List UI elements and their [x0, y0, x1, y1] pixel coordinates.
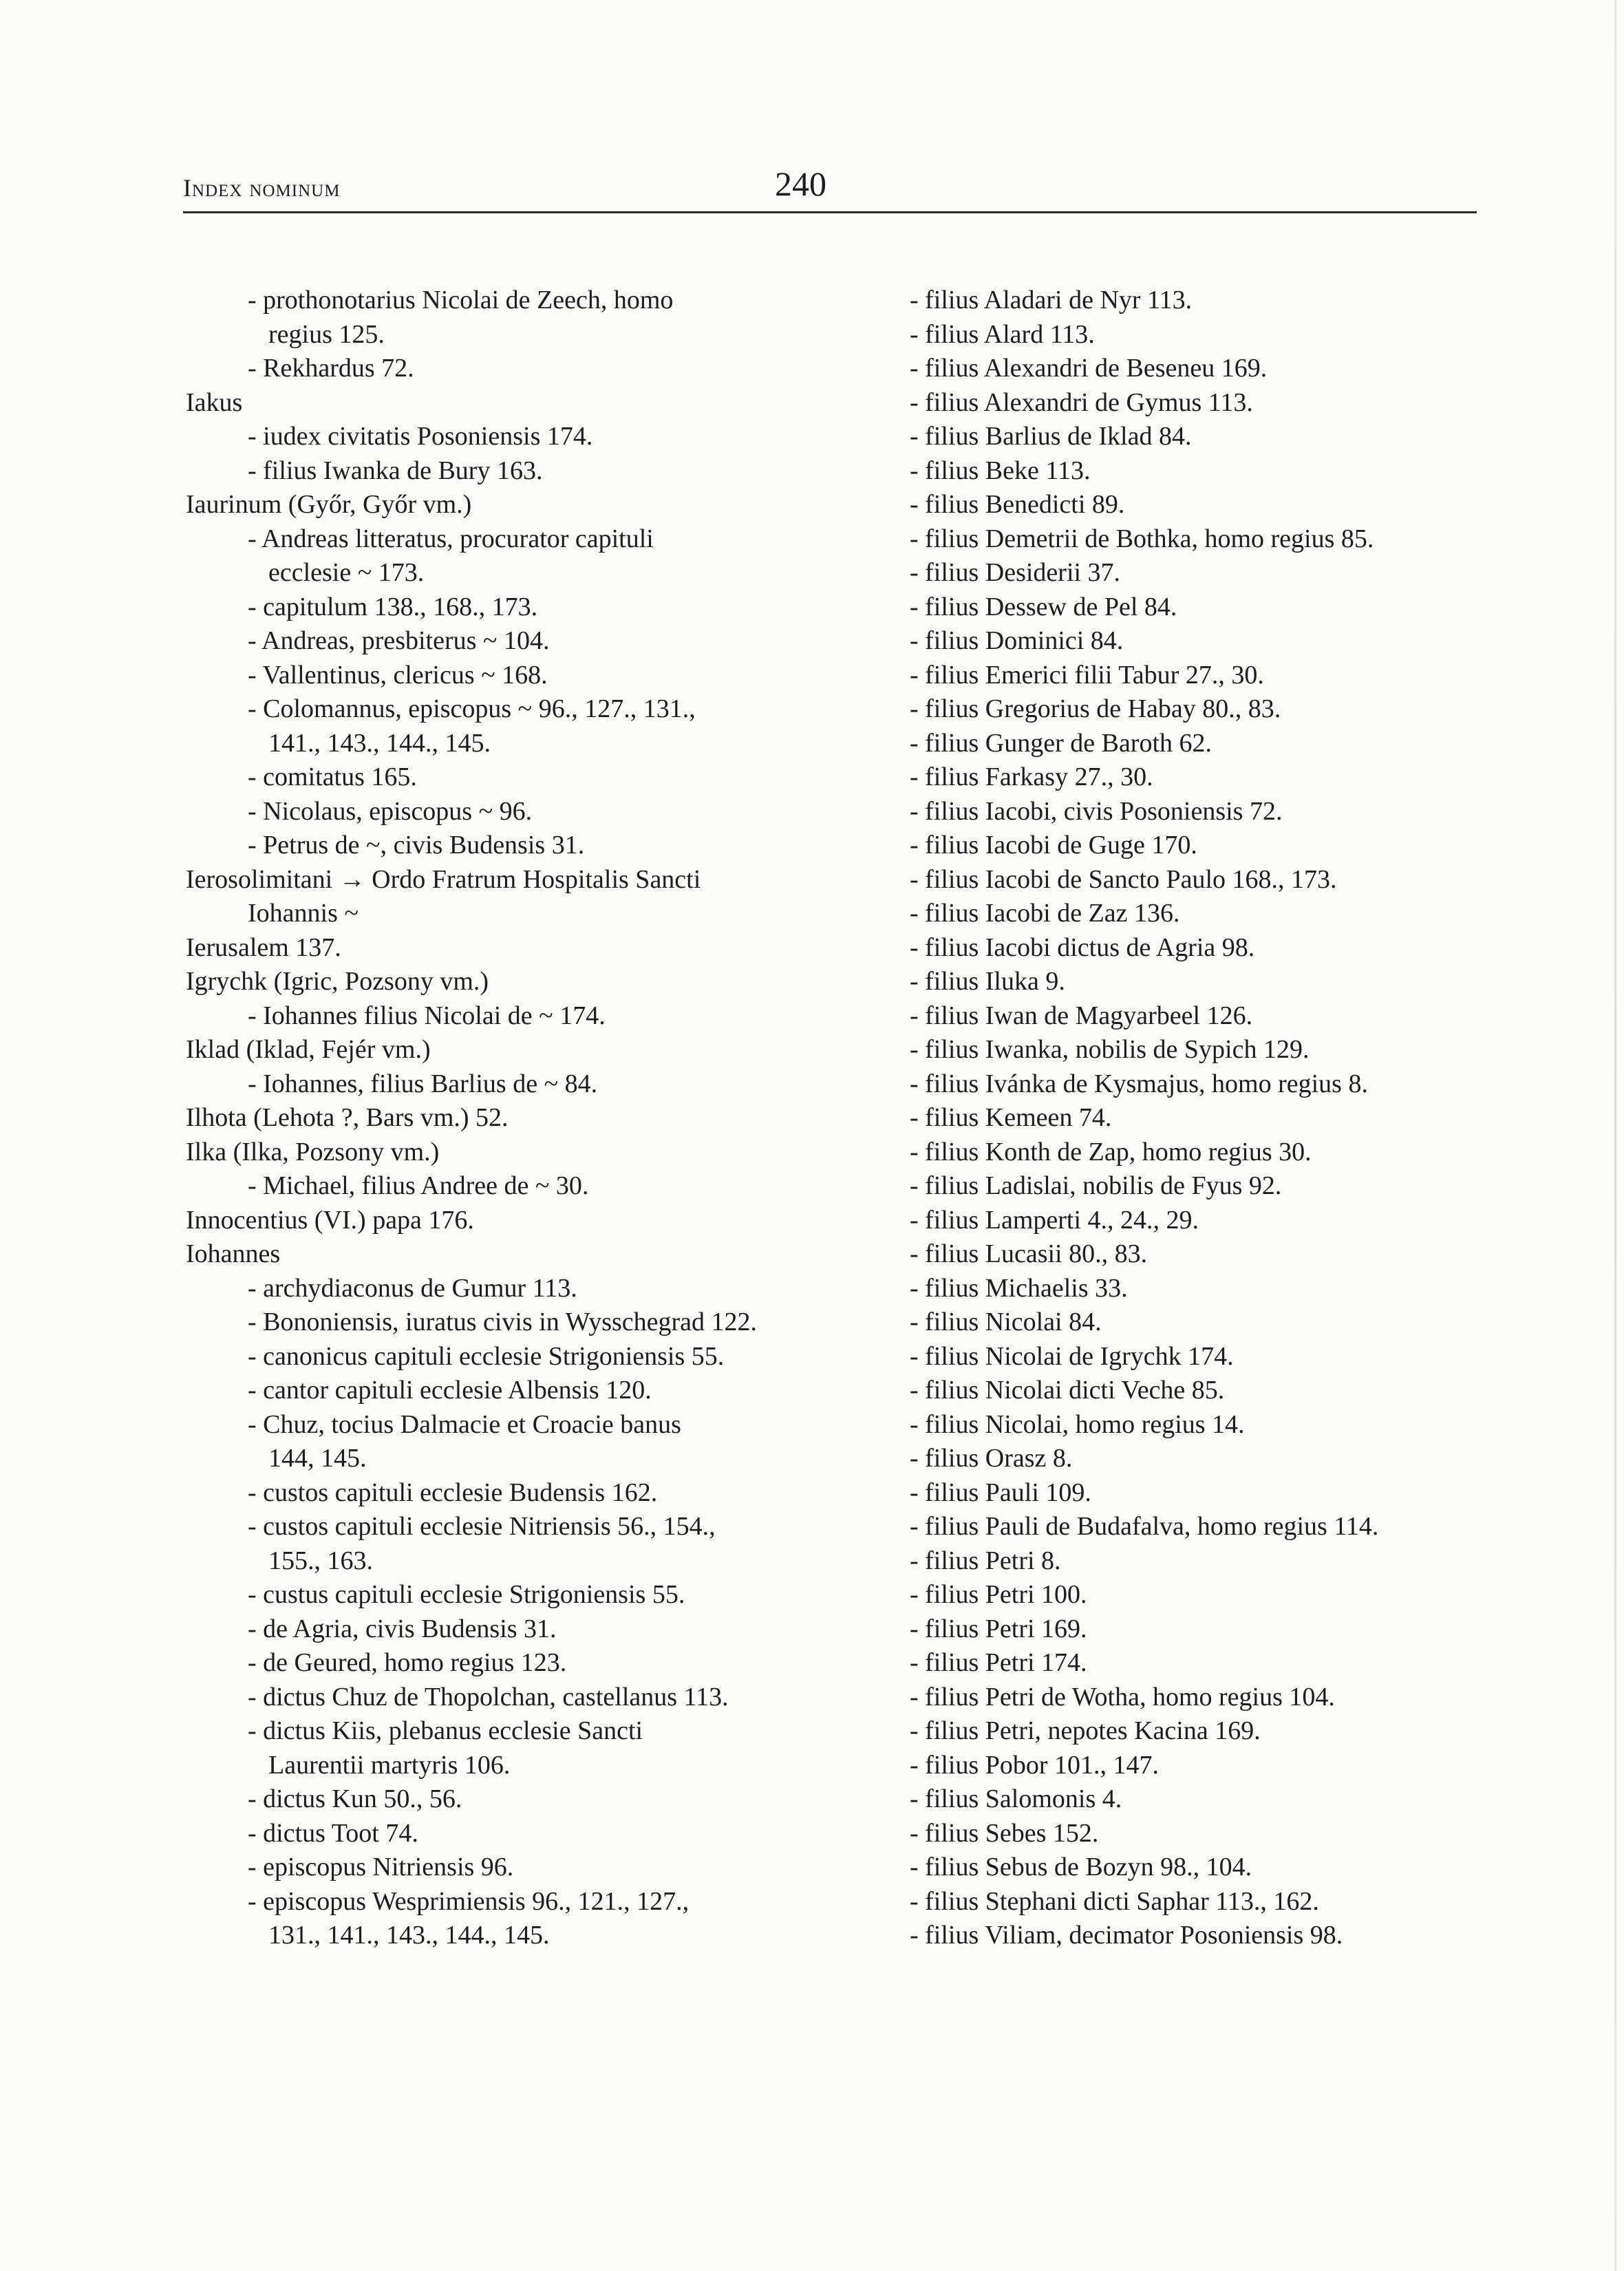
index-entry: - filius Petri, nepotes Kacina 169.	[910, 1716, 1261, 1745]
index-entry: - filius Emerici filii Tabur 27., 30.	[910, 660, 1264, 690]
index-entry: - prothonotarius Nicolai de Zeech, homo	[248, 286, 674, 314]
index-entry: Iohannes	[186, 1239, 281, 1268]
index-entry: - de Agria, civis Budensis 31.	[248, 1614, 557, 1643]
index-entry: - Andreas, presbiterus ~ 104.	[248, 626, 550, 655]
index-entry: - filius Barlius de Iklad 84.	[910, 422, 1192, 451]
index-entry: - filius Dominici 84.	[910, 626, 1124, 655]
index-entry: - Chuz, tocius Dalmacie et Croacie banus	[248, 1409, 681, 1439]
index-entry: - filius Nicolai de Igrychk 174.	[910, 1341, 1234, 1371]
index-entry: - filius Iwanka, nobilis de Sypich 129.	[910, 1035, 1310, 1064]
index-entry: - filius Iluka 9.	[910, 967, 1065, 996]
index-entry: - Michael, filius Andree de ~ 30.	[248, 1171, 589, 1200]
index-entry: Iohannis ~	[248, 899, 359, 928]
index-column-left	[186, 284, 874, 1953]
index-entry: Iaurinum (Győr, Győr vm.)	[186, 490, 472, 519]
index-entry: Iklad (Iklad, Fejér vm.)	[186, 1035, 431, 1064]
index-entry: - filius Kemeen 74.	[910, 1103, 1112, 1132]
index-entry: 144, 145.	[268, 1444, 367, 1473]
index-entry: Innocentius (VI.) papa 176.	[186, 1205, 474, 1235]
index-entry: - filius Benedicti 89.	[910, 490, 1125, 519]
index-entry: - filius Farkasy 27., 30.	[910, 763, 1153, 791]
index-entry: - filius Beke 113.	[910, 456, 1091, 485]
page-number: 240	[775, 164, 826, 203]
index-entry: - filius Salomonis 4.	[910, 1784, 1122, 1813]
index-entry: - filius Sebus de Bozyn 98., 104.	[910, 1853, 1252, 1881]
index-entry: - custos capituli ecclesie Budensis 162.	[248, 1478, 658, 1507]
index-entry: - dictus Kun 50., 56.	[248, 1784, 462, 1813]
index-entry: - custus capituli ecclesie Strigoniensis 55.	[248, 1580, 685, 1609]
index-entry: regius 125.	[268, 319, 385, 349]
index-entry: - filius Ivánka de Kysmajus, homo regius 8.	[910, 1069, 1368, 1098]
index-entry: 155., 163.	[268, 1546, 373, 1575]
index-entry: - Vallentinus, clericus ~ 168.	[248, 660, 548, 690]
index-entry: - filius Iacobi dictus de Agria 98.	[910, 932, 1255, 962]
index-entry: - capitulum 138., 168., 173.	[248, 592, 538, 621]
index-entry: - Iohannes, filius Barlius de ~ 84.	[248, 1069, 598, 1098]
index-entry: - iudex civitatis Posoniensis 174.	[248, 422, 593, 451]
index-entry: - filius Petri 169.	[910, 1614, 1087, 1643]
index-entry: - archydiaconus de Gumur 113.	[248, 1273, 577, 1303]
index-entry: - filius Pauli 109.	[910, 1478, 1091, 1507]
index-entry: - de Geured, homo regius 123.	[248, 1648, 567, 1677]
index-entry: - filius Nicolai, homo regius 14.	[910, 1409, 1245, 1439]
index-entry: - dictus Chuz de Thopolchan, castellanus 113.	[248, 1682, 729, 1712]
index-entry: - dictus Kiis, plebanus ecclesie Sancti	[248, 1716, 643, 1745]
index-entry: - episcopus Nitriensis 96.	[248, 1853, 514, 1881]
index-entry: - filius Nicolai dicti Veche 85.	[910, 1376, 1225, 1405]
index-entry: 141., 143., 144., 145.	[268, 728, 491, 758]
index-entry: - Iohannes filius Nicolai de ~ 174.	[248, 1001, 606, 1030]
index-entry: Igrychk (Igric, Pozsony vm.)	[186, 967, 489, 996]
index-entry: - filius Lucasii 80., 83.	[910, 1239, 1148, 1268]
index-entry: - filius Viliam, decimator Posoniensis 98.	[910, 1921, 1343, 1950]
index-entry: - filius Iwanka de Bury 163.	[248, 456, 543, 485]
index-entry: 131., 141., 143., 144., 145.	[268, 1921, 550, 1950]
index-entry: - Colomannus, episcopus ~ 96., 127., 131.,	[248, 694, 696, 723]
index-entry: - custos capituli ecclesie Nitriensis 56., 154.,	[248, 1512, 716, 1541]
index-entry: ecclesie ~ 173.	[268, 558, 425, 587]
index-column-right	[910, 284, 1529, 1953]
index-entry: - Andreas litteratus, procurator capituli	[248, 524, 654, 553]
index-entry: - filius Petri de Wotha, homo regius 104.	[910, 1682, 1335, 1712]
index-entry: - Nicolaus, episcopus ~ 96.	[248, 796, 533, 826]
index-entry: - filius Sebes 152.	[910, 1818, 1099, 1848]
index-entry: Laurentii martyris 106.	[268, 1750, 511, 1780]
index-entry: - filius Ladislai, nobilis de Fyus 92.	[910, 1171, 1282, 1200]
index-entry: - filius Iacobi de Sancto Paulo 168., 173.	[910, 864, 1337, 894]
index-entry: - filius Alexandri de Beseneu 169.	[910, 354, 1268, 383]
index-entry: - filius Orasz 8.	[910, 1444, 1073, 1473]
header-rule	[183, 211, 1477, 213]
index-entry: - cantor capituli ecclesie Albensis 120.	[248, 1376, 652, 1405]
index-entry: - filius Iwan de Magyarbeel 126.	[910, 1001, 1253, 1030]
index-entry: - Petrus de ~, civis Budensis 31.	[248, 831, 585, 860]
index-entry: - episcopus Wesprimiensis 96., 121., 127.,	[248, 1886, 690, 1916]
running-title: Index nominum	[183, 174, 341, 202]
index-entry: - filius Petri 8.	[910, 1546, 1061, 1575]
index-entry: - filius Demetrii de Bothka, homo regius 85.	[910, 524, 1374, 553]
index-entry: - filius Stephani dicti Saphar 113., 162.	[910, 1886, 1319, 1916]
index-entry: - filius Lamperti 4., 24., 29.	[910, 1205, 1199, 1235]
scan-edge-line	[1614, 0, 1616, 2271]
index-entry: - comitatus 165.	[248, 763, 417, 791]
index-entry: - filius Pobor 101., 147.	[910, 1750, 1160, 1780]
index-entry: Ilhota (Lehota ?, Bars vm.) 52.	[186, 1103, 509, 1132]
index-entry: Ilka (Ilka, Pozsony vm.)	[186, 1137, 440, 1166]
index-entry: Iakus	[186, 387, 243, 417]
index-entry: - filius Alard 113.	[910, 319, 1095, 349]
index-entry: - filius Michaelis 33.	[910, 1273, 1128, 1303]
index-entry: Ierosolimitani → Ordo Fratrum Hospitalis Sancti	[186, 864, 701, 894]
index-entry: - filius Gunger de Baroth 62.	[910, 728, 1212, 758]
index-entry: - filius Pauli de Budafalva, homo regius 114.	[910, 1512, 1379, 1541]
page-header	[183, 164, 1477, 205]
index-entry: - filius Aladari de Nyr 113.	[910, 286, 1193, 314]
index-entry: Ierusalem 137.	[186, 932, 341, 962]
index-entry: - Rekhardus 72.	[248, 354, 414, 383]
index-entry: - dictus Toot 74.	[248, 1818, 418, 1848]
index-entry: - filius Dessew de Pel 84.	[910, 592, 1177, 621]
index-entry: - filius Konth de Zap, homo regius 30.	[910, 1137, 1312, 1166]
index-entry: - filius Iacobi, civis Posoniensis 72.	[910, 796, 1283, 826]
index-entry: - filius Petri 100.	[910, 1580, 1087, 1609]
index-entry: - filius Nicolai 84.	[910, 1308, 1102, 1336]
index-entry: - filius Gregorius de Habay 80., 83.	[910, 694, 1281, 723]
index-entry: - filius Petri 174.	[910, 1648, 1087, 1677]
index-entry: - canonicus capituli ecclesie Strigoniensis 55.	[248, 1341, 725, 1371]
index-entry: - filius Iacobi de Zaz 136.	[910, 899, 1180, 928]
index-entry: - Bononiensis, iuratus civis in Wysschegrad 122.	[248, 1308, 758, 1336]
index-entry: - filius Alexandri de Gymus 113.	[910, 387, 1253, 417]
index-entry: - filius Iacobi de Guge 170.	[910, 831, 1197, 860]
index-entry: - filius Desiderii 37.	[910, 558, 1121, 587]
